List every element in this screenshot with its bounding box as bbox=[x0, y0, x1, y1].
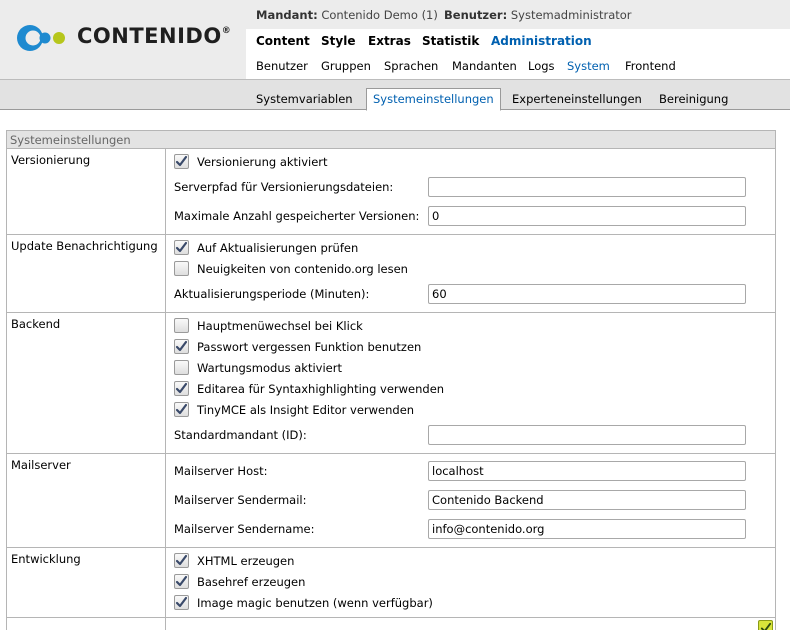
section-body bbox=[166, 454, 775, 547]
standardmandant-id-input[interactable] bbox=[428, 425, 746, 445]
checkbox-unchecked[interactable] bbox=[174, 261, 189, 276]
save-row-body bbox=[166, 618, 775, 630]
checkbox-checked[interactable] bbox=[174, 240, 189, 255]
checkmark-icon bbox=[175, 155, 188, 168]
nav-administration[interactable]: Administration bbox=[491, 34, 592, 48]
checkbox-label: Wartungsmodus aktiviert bbox=[197, 360, 342, 375]
section-body bbox=[166, 548, 775, 617]
checkmark-icon bbox=[175, 575, 188, 588]
nav-statistik[interactable]: Statistik bbox=[422, 34, 480, 48]
checkbox-label: Image magic benutzen (wenn verfügbar) bbox=[197, 595, 433, 610]
setting-mailserver-sendername bbox=[166, 514, 775, 543]
section-body bbox=[166, 313, 775, 453]
checkbox-label: Hauptmenüwechsel bei Klick bbox=[197, 318, 363, 333]
checkbox-unchecked[interactable] bbox=[174, 360, 189, 375]
subnav-sprachen[interactable]: Sprachen bbox=[384, 59, 439, 73]
checkbox-checked[interactable] bbox=[174, 381, 189, 396]
settings-table bbox=[6, 130, 776, 630]
setting-serverpfad-fuer-versionierungsdateien bbox=[166, 172, 775, 201]
setting-hauptmenuewechsel-bei-klick[interactable] bbox=[166, 315, 775, 336]
maximale-anzahl-gespeicherter-versionen-input[interactable] bbox=[428, 206, 746, 226]
tab-experteneinstellungen[interactable]: Experteneinstellungen bbox=[512, 92, 642, 106]
field-label: Mailserver Host: bbox=[174, 463, 268, 478]
main-nav bbox=[246, 29, 790, 55]
setting-tinymce-als-insight-editor-verwenden[interactable] bbox=[166, 399, 775, 420]
nav-extras[interactable]: Extras bbox=[368, 34, 411, 48]
field-label: Standardmandant (ID): bbox=[174, 427, 307, 442]
section-label: Entwicklung bbox=[7, 548, 166, 617]
settings-section-update-benachrichtigung bbox=[7, 235, 775, 313]
save-row-spacer bbox=[7, 618, 166, 630]
field-label: Maximale Anzahl gespeicherter Versionen: bbox=[174, 208, 420, 223]
setting-mailserver-host bbox=[166, 456, 775, 485]
settings-section-mailserver bbox=[7, 454, 775, 548]
mailserver-sendername-input[interactable] bbox=[428, 519, 746, 539]
checkmark-icon bbox=[760, 622, 772, 630]
setting-neuigkeiten-von-contenido-org-lesen[interactable] bbox=[166, 258, 775, 279]
info-bar bbox=[246, 0, 790, 29]
serverpfad-fuer-versionierungsdateien-input[interactable] bbox=[428, 177, 746, 197]
checkmark-icon bbox=[175, 596, 188, 609]
mailserver-sendermail-input[interactable] bbox=[428, 490, 746, 510]
field-label: Serverpfad für Versionierungsdateien: bbox=[174, 179, 394, 194]
user-value: Systemadministrator bbox=[510, 8, 632, 22]
subnav-mandanten[interactable]: Mandanten bbox=[452, 59, 517, 73]
subnav-benutzer[interactable]: Benutzer bbox=[256, 59, 308, 73]
checkbox-label: Auf Aktualisierungen prüfen bbox=[197, 240, 359, 255]
setting-passwort-vergessen-funktion-benutzen[interactable] bbox=[166, 336, 775, 357]
subnav-frontend[interactable]: Frontend bbox=[625, 59, 676, 73]
section-label: Update Benachrichtigung bbox=[7, 235, 166, 312]
checkmark-icon bbox=[175, 382, 188, 395]
settings-rows bbox=[7, 149, 775, 630]
tab-systemvariablen[interactable]: Systemvariablen bbox=[256, 92, 353, 106]
setting-xhtml-erzeugen[interactable] bbox=[166, 550, 775, 571]
checkmark-icon bbox=[175, 554, 188, 567]
setting-versionierung-aktiviert[interactable] bbox=[166, 151, 775, 172]
checkbox-label: Passwort vergessen Funktion benutzen bbox=[197, 339, 422, 354]
user-label: Benutzer: bbox=[444, 8, 508, 22]
subnav-gruppen[interactable]: Gruppen bbox=[321, 59, 371, 73]
mandant-label: Mandant: bbox=[256, 8, 318, 22]
tab-bar bbox=[0, 79, 790, 110]
save-button[interactable] bbox=[758, 620, 773, 630]
setting-editarea-fuer-syntaxhighlighting-verwenden[interactable] bbox=[166, 378, 775, 399]
contenido-logo-icon bbox=[15, 23, 67, 53]
settings-section-entwicklung bbox=[7, 548, 775, 618]
brand-name: CONTENIDO® bbox=[77, 24, 232, 48]
checkbox-unchecked[interactable] bbox=[174, 318, 189, 333]
checkbox-label: Neuigkeiten von contenido.org lesen bbox=[197, 261, 408, 276]
settings-section-versionierung bbox=[7, 149, 775, 235]
tab-bereinigung[interactable]: Bereinigung bbox=[659, 92, 729, 106]
field-label: Aktualisierungsperiode (Minuten): bbox=[174, 286, 370, 301]
tab-systemeinstellungen[interactable]: Systemeinstellungen bbox=[366, 88, 501, 111]
section-label: Mailserver bbox=[7, 454, 166, 547]
checkbox-checked[interactable] bbox=[174, 339, 189, 354]
checkbox-checked[interactable] bbox=[174, 154, 189, 169]
field-label: Mailserver Sendermail: bbox=[174, 492, 307, 507]
setting-mailserver-sendermail bbox=[166, 485, 775, 514]
setting-auf-aktualisierungen-pruefen[interactable] bbox=[166, 237, 775, 258]
checkbox-checked[interactable] bbox=[174, 553, 189, 568]
save-row bbox=[7, 618, 775, 630]
setting-maximale-anzahl-gespeicherter-versionen bbox=[166, 201, 775, 230]
mandant-info bbox=[256, 8, 438, 22]
logo-area bbox=[0, 0, 246, 79]
nav-style[interactable]: Style bbox=[321, 34, 356, 48]
setting-image-magic-benutzen-wenn-verfuegbar[interactable] bbox=[166, 592, 775, 613]
aktualisierungsperiode-minuten-input[interactable] bbox=[428, 284, 746, 304]
checkbox-checked[interactable] bbox=[174, 595, 189, 610]
setting-standardmandant-id bbox=[166, 420, 775, 449]
checkbox-label: TinyMCE als Insight Editor verwenden bbox=[197, 402, 415, 417]
checkmark-icon bbox=[175, 241, 188, 254]
section-label: Backend bbox=[7, 313, 166, 453]
settings-section-backend bbox=[7, 313, 775, 454]
setting-wartungsmodus-aktiviert[interactable] bbox=[166, 357, 775, 378]
checkbox-label: Editarea für Syntaxhighlighting verwenden bbox=[197, 381, 445, 396]
sub-nav bbox=[246, 55, 790, 79]
checkbox-checked[interactable] bbox=[174, 402, 189, 417]
checkbox-label: XHTML erzeugen bbox=[197, 553, 295, 568]
checkbox-checked[interactable] bbox=[174, 574, 189, 589]
checkmark-icon bbox=[175, 403, 188, 416]
section-body bbox=[166, 235, 775, 312]
field-label: Mailserver Sendername: bbox=[174, 521, 315, 536]
section-body bbox=[166, 149, 775, 234]
setting-aktualisierungsperiode-minuten bbox=[166, 279, 775, 308]
mailserver-host-input[interactable] bbox=[428, 461, 746, 481]
checkbox-label: Basehref erzeugen bbox=[197, 574, 306, 589]
checkmark-icon bbox=[175, 340, 188, 353]
section-label: Versionierung bbox=[7, 149, 166, 234]
subnav-system[interactable]: System bbox=[567, 59, 610, 73]
settings-title: Systemeinstellungen bbox=[7, 131, 775, 149]
setting-basehref-erzeugen[interactable] bbox=[166, 571, 775, 592]
user-info bbox=[444, 8, 632, 22]
subnav-logs[interactable]: Logs bbox=[528, 59, 555, 73]
checkbox-label: Versionierung aktiviert bbox=[197, 154, 328, 169]
nav-content[interactable]: Content bbox=[256, 34, 310, 48]
mandant-value: Contenido Demo (1) bbox=[321, 8, 438, 22]
